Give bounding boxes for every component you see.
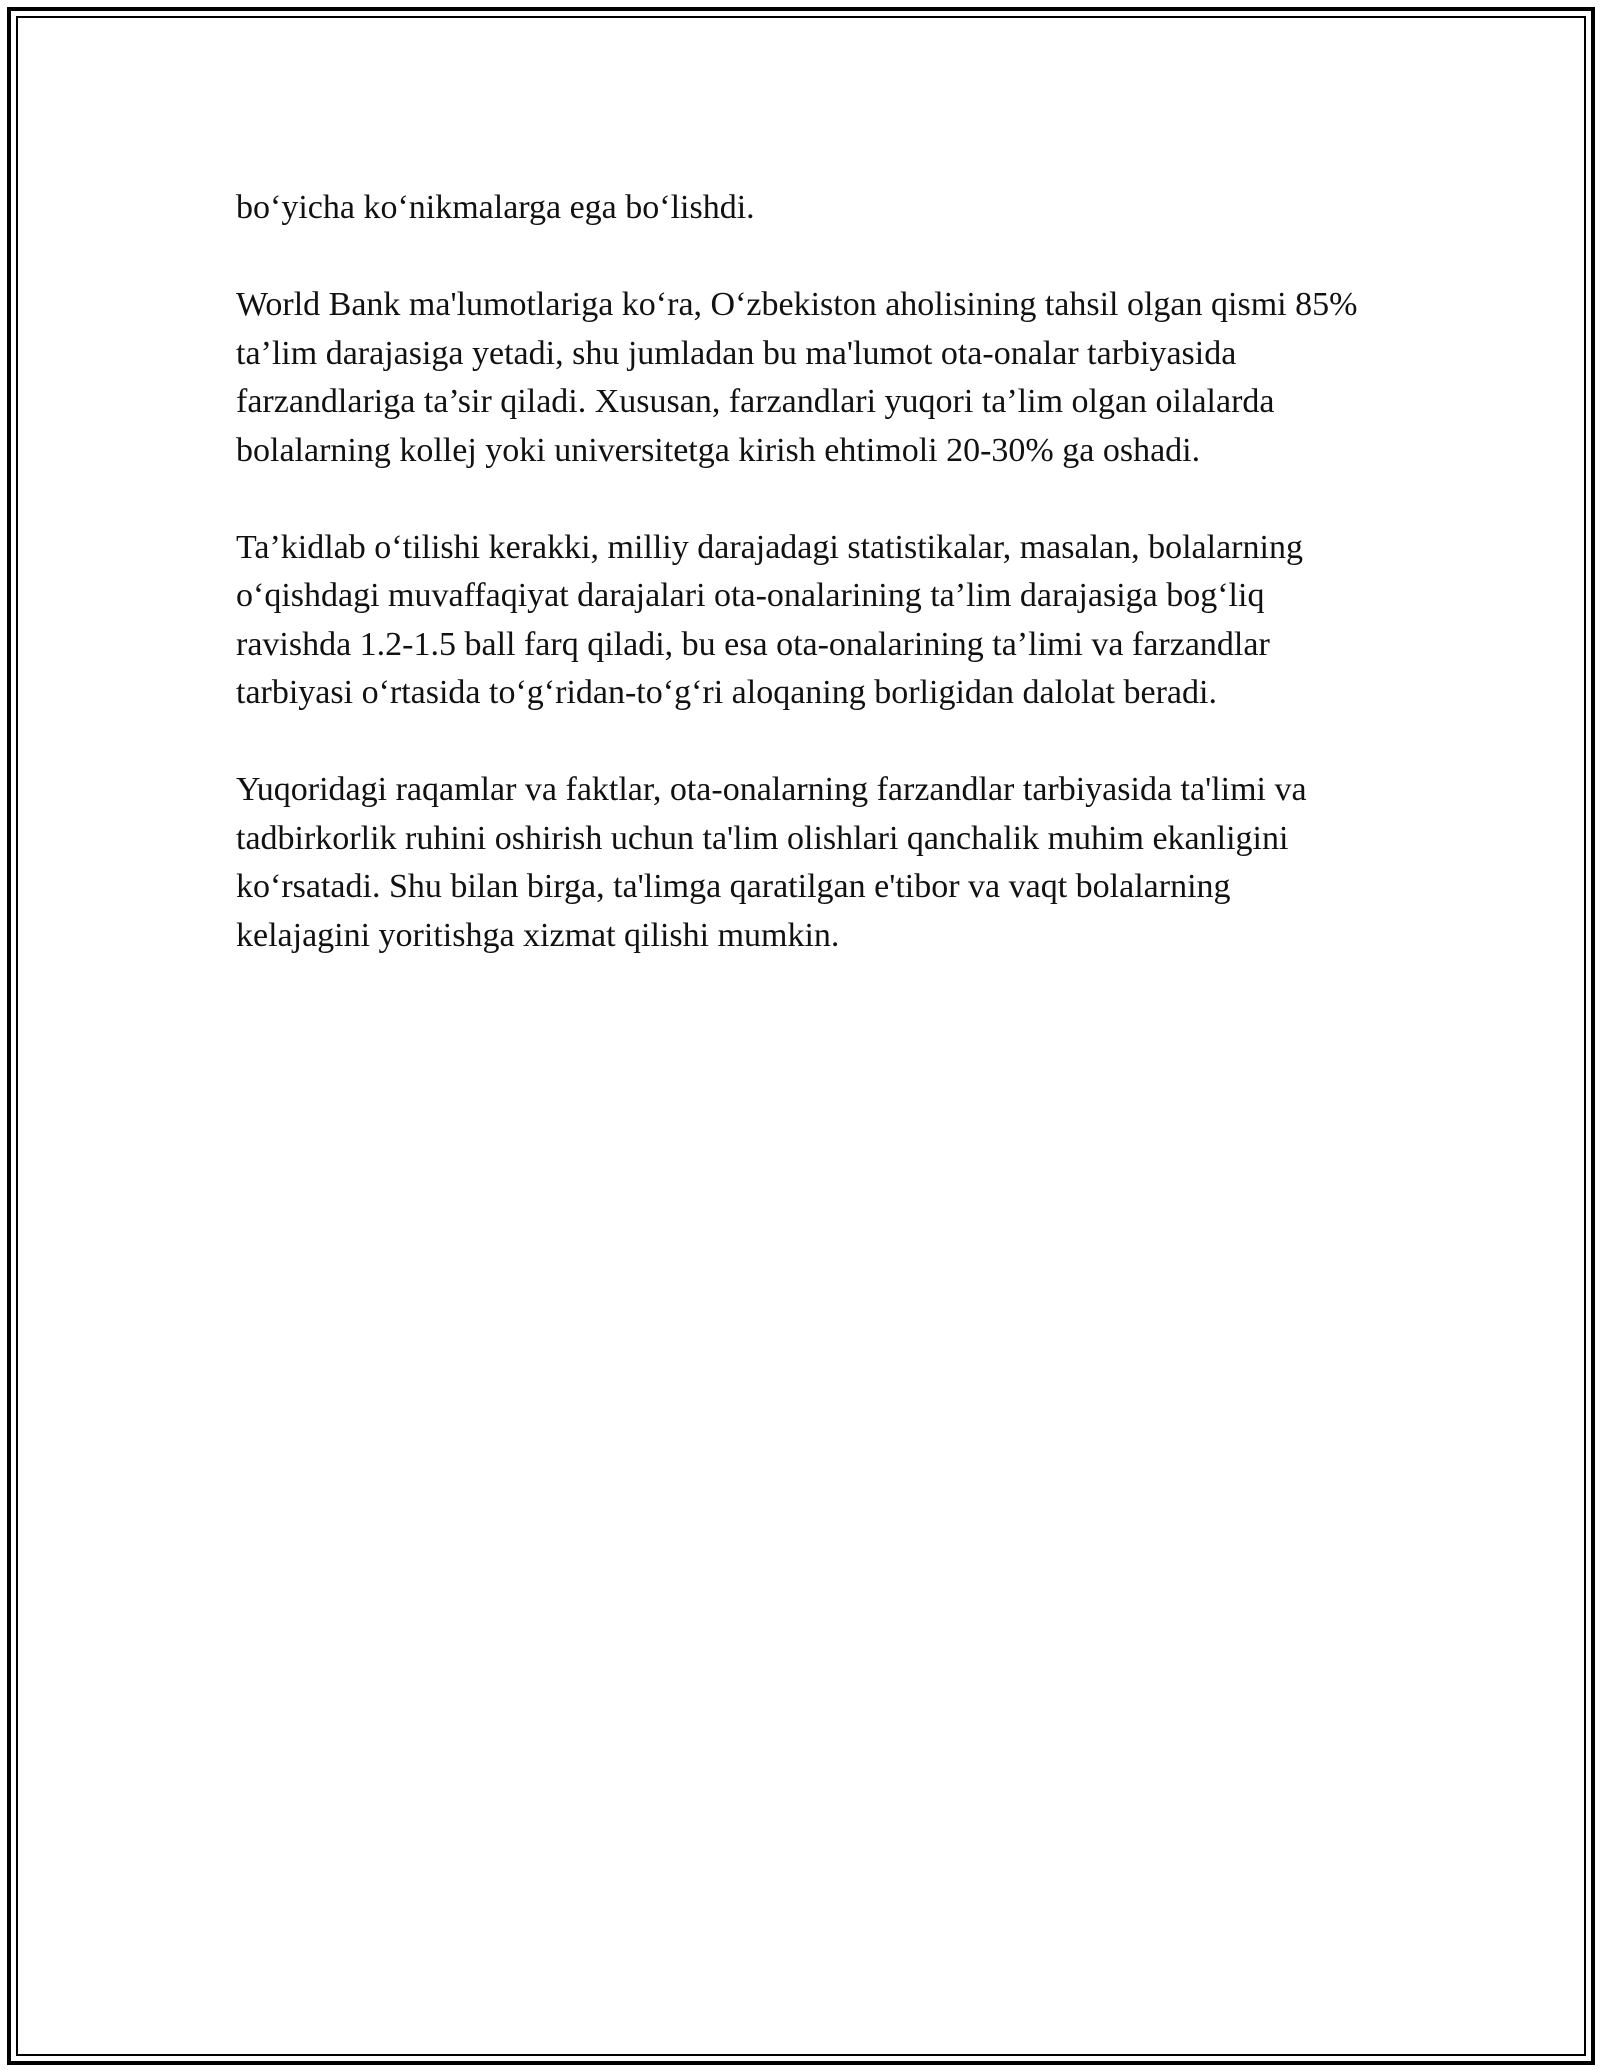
paragraph-continuation: bo‘yicha ko‘nikmalarga ega bo‘lishdi. [236,189,755,226]
paragraph-conclusion: Yuqoridagi raqamlar va faktlar, ota-onalarning farzandlar tarbiyasida ta'limi va tadbirkorlik ruhini oshirish uchun ta'lim olishlari qanchalik muhim ekanligini ko‘rsatadi. Shu bilan birga, ta'limga qaratilgan e'tibor va vaqt bolalarning kelajagini yoritishga xizmat qilishi mumkin. [236,771,1307,954]
paragraph-national-statistics: Ta’kidlab o‘tilishi kerakki, milliy darajadagi statistikalar, masalan, bolalarning o‘qishdagi muvaffaqiyat darajalari ota-onalarining ta’lim darajasiga bog‘liq ravishda 1.2-1.5 ball farq qiladi, bu esa ota-onalarining ta’limi va farzandlar tarbiyasi o‘rtasida to‘g‘ridan-to‘g‘ri aloqaning borligidan dalolat beradi. [236,528,1303,711]
paragraph-world-bank-data: World Bank ma'lumotlariga ko‘ra, O‘zbekiston aholisining tahsil olgan qismi 85% ta’lim darajasiga yetadi, shu jumladan bu ma'lumot ota-onalar tarbiyasida farzandlariga ta’sir qiladi. Xususan, farzandlari yuqori ta’lim olgan oilalarda bolalarning kollej yoki universitetga kirish ehtimoli 20-30% ga oshadi. [236,286,1358,469]
document-body [236,184,1366,960]
